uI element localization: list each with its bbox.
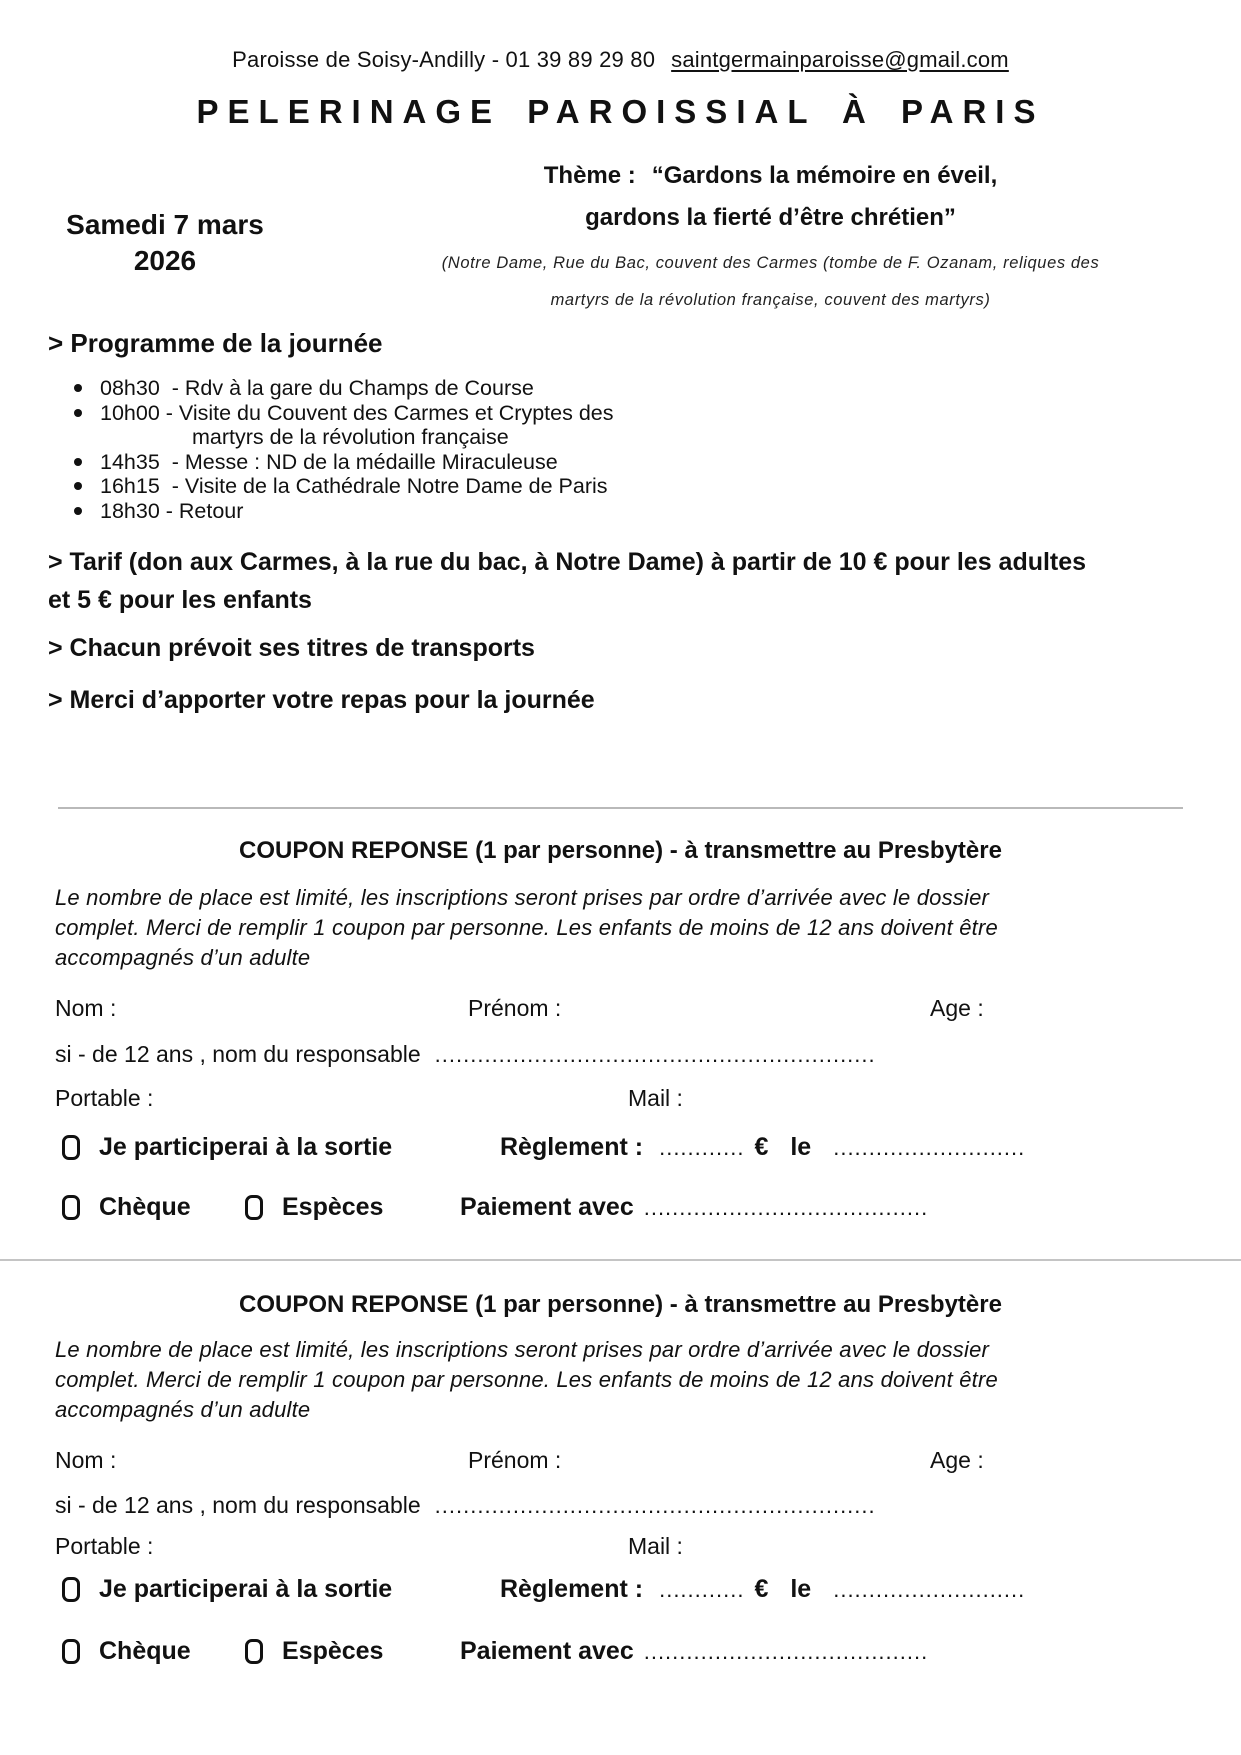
coupon-heading: COUPON REPONSE (1 par personne) - à transmettre au Presbytère xyxy=(239,1291,1002,1318)
bullet-icon xyxy=(74,409,82,417)
payment-row xyxy=(55,1193,1186,1227)
responsable-row xyxy=(55,1041,1186,1071)
theme-note-line2: martyrs de la révolution française, couvent des martyrs) xyxy=(550,291,991,309)
euro-sign: € xyxy=(754,1133,769,1161)
nom-field-label: Nom : xyxy=(55,995,117,1021)
theme-note-line1: (Notre Dame, Rue du Bac, couvent des Carmes (tombe de F. Ozanam, reliques des xyxy=(441,254,1100,272)
cheque-checkbox xyxy=(62,1195,80,1220)
name-row xyxy=(55,995,1186,1025)
participate-label: Je participerai à la sortie xyxy=(99,1575,393,1603)
coupon-response-1 xyxy=(0,835,1241,1227)
le-label: le xyxy=(790,1575,812,1603)
cheque-label: Chèque xyxy=(99,1637,191,1665)
coupon-heading: COUPON REPONSE (1 par personne) - à transmettre au Presbytère xyxy=(239,837,1002,864)
paiement-group xyxy=(460,1193,928,1222)
paiement-label: Paiement avec xyxy=(460,1637,634,1665)
theme-line1 xyxy=(330,155,1211,197)
theme-line2: gardons la fierté d’être chrétien” xyxy=(585,204,956,231)
mail-field-label: Mail : xyxy=(628,1085,683,1111)
reglement-label: Règlement : xyxy=(500,1575,644,1603)
page-title: PELERINAGE PAROISSIAL À PARIS xyxy=(196,93,1045,130)
event-date-line2: 2026 xyxy=(133,245,197,276)
header xyxy=(0,0,1241,73)
theme-note xyxy=(330,245,1211,319)
programme-item-text: 10h00 - Visite du Couvent des Carmes et Cryptes des xyxy=(100,400,614,425)
paiement-label: Paiement avec xyxy=(460,1193,634,1221)
programme-item-text: 14h35 - Messe : ND de la médaille Miraculeuse xyxy=(100,449,558,474)
bullet-icon xyxy=(74,384,82,392)
participation-row xyxy=(55,1133,1186,1167)
paiement-group xyxy=(460,1637,928,1666)
participate-checkbox xyxy=(62,1577,80,1602)
programme-item-text: 08h30 - Rdv à la gare du Champs de Course xyxy=(100,376,534,400)
reglement-group xyxy=(500,1133,1035,1162)
bullet-icon xyxy=(74,507,82,515)
list-item xyxy=(100,376,1241,401)
participation-row xyxy=(55,1575,1186,1609)
responsable-field-label: si - de 12 ans , nom du responsable .............................................................. xyxy=(55,1041,876,1067)
programme-heading: > Programme de la journée xyxy=(48,328,383,358)
event-date xyxy=(0,155,330,319)
programme-list xyxy=(0,376,1241,523)
section-divider xyxy=(58,807,1183,809)
contact-row xyxy=(55,1533,1186,1563)
parish-contact-text: Paroisse de Soisy-Andilly - 01 39 89 29 80 xyxy=(232,47,656,72)
theme-label: Thème : xyxy=(543,162,636,189)
cheque-label: Chèque xyxy=(99,1193,191,1221)
section-divider xyxy=(0,1259,1241,1261)
event-date-line1: Samedi 7 mars xyxy=(66,209,264,240)
responsable-field-label: si - de 12 ans , nom du responsable .............................................................. xyxy=(55,1492,876,1518)
especes-label: Espèces xyxy=(282,1193,384,1221)
list-item xyxy=(100,401,1241,450)
intro-section xyxy=(0,155,1241,319)
payment-row xyxy=(55,1637,1186,1671)
participate-checkbox xyxy=(62,1135,80,1160)
portable-field-label: Portable : xyxy=(55,1085,154,1111)
repas-note: > Merci d’apporter votre repas pour la journée xyxy=(48,686,595,714)
transport-note: > Chacun prévoit ses titres de transports xyxy=(48,634,535,662)
euro-sign: € xyxy=(754,1575,769,1603)
dotted-line: .............................................................. xyxy=(434,1042,876,1067)
especes-label: Espèces xyxy=(282,1637,384,1665)
name-row xyxy=(55,1447,1186,1477)
dotted-line: ........................... xyxy=(833,1135,1026,1160)
portable-field-label: Portable : xyxy=(55,1533,154,1559)
especes-checkbox xyxy=(245,1195,263,1220)
cheque-checkbox xyxy=(62,1639,80,1664)
age-field-label: Age : xyxy=(930,1447,984,1473)
le-label: le xyxy=(790,1133,812,1161)
list-item xyxy=(100,450,1241,475)
reglement-group xyxy=(500,1575,1035,1604)
dotted-line: ........................... xyxy=(833,1577,1026,1602)
dotted-line: ............ xyxy=(659,1577,745,1602)
dotted-line: ........................................ xyxy=(643,1639,929,1664)
programme-item-text: 18h30 - Retour xyxy=(100,498,244,523)
programme-item-text: 16h15 - Visite de la Cathédrale Notre Dame de Paris xyxy=(100,474,608,498)
list-item xyxy=(100,499,1241,524)
prenom-field-label: Prénom : xyxy=(468,995,562,1021)
theme-quote1: “Gardons la mémoire en éveil, xyxy=(651,162,998,189)
participate-label: Je participerai à la sortie xyxy=(99,1133,393,1161)
theme-block xyxy=(330,155,1241,319)
contact-row xyxy=(55,1085,1186,1115)
bullet-icon xyxy=(74,458,82,466)
coupon-response-2 xyxy=(0,1289,1241,1671)
dotted-line: .............................................................. xyxy=(434,1493,876,1518)
coupon-note: Le nombre de place est limité, les inscriptions seront prises par ordre d’arrivée avec le dossier complet. Merci de remplir 1 coupon par personne. Les enfants de moins de 12 ans doivent être accompagnés d’un adulte xyxy=(55,1337,998,1422)
list-item xyxy=(100,474,1241,499)
email-link[interactable]: saintgermainparoisse@gmail.com xyxy=(671,47,1009,72)
prenom-field-label: Prénom : xyxy=(468,1447,562,1473)
responsable-row xyxy=(55,1492,1186,1522)
programme-item-continuation: martyrs de la révolution française xyxy=(192,425,509,449)
reglement-label: Règlement : xyxy=(500,1133,644,1161)
dotted-line: ............ xyxy=(659,1135,745,1160)
coupon-note: Le nombre de place est limité, les inscriptions seront prises par ordre d’arrivée avec le dossier complet. Merci de remplir 1 coupon par personne. Les enfants de moins de 12 ans doivent être accompagnés d’un adulte xyxy=(55,885,998,970)
mail-field-label: Mail : xyxy=(628,1533,683,1559)
especes-checkbox xyxy=(245,1639,263,1664)
age-field-label: Age : xyxy=(930,995,984,1021)
nom-field-label: Nom : xyxy=(55,1447,117,1473)
tarif-note: > Tarif (don aux Carmes, à la rue du bac, à Notre Dame) à partir de 10 € pour les adultes et 5 € pour les enfants xyxy=(48,548,1087,614)
bullet-icon xyxy=(74,482,82,490)
dotted-line: ........................................ xyxy=(643,1195,929,1220)
